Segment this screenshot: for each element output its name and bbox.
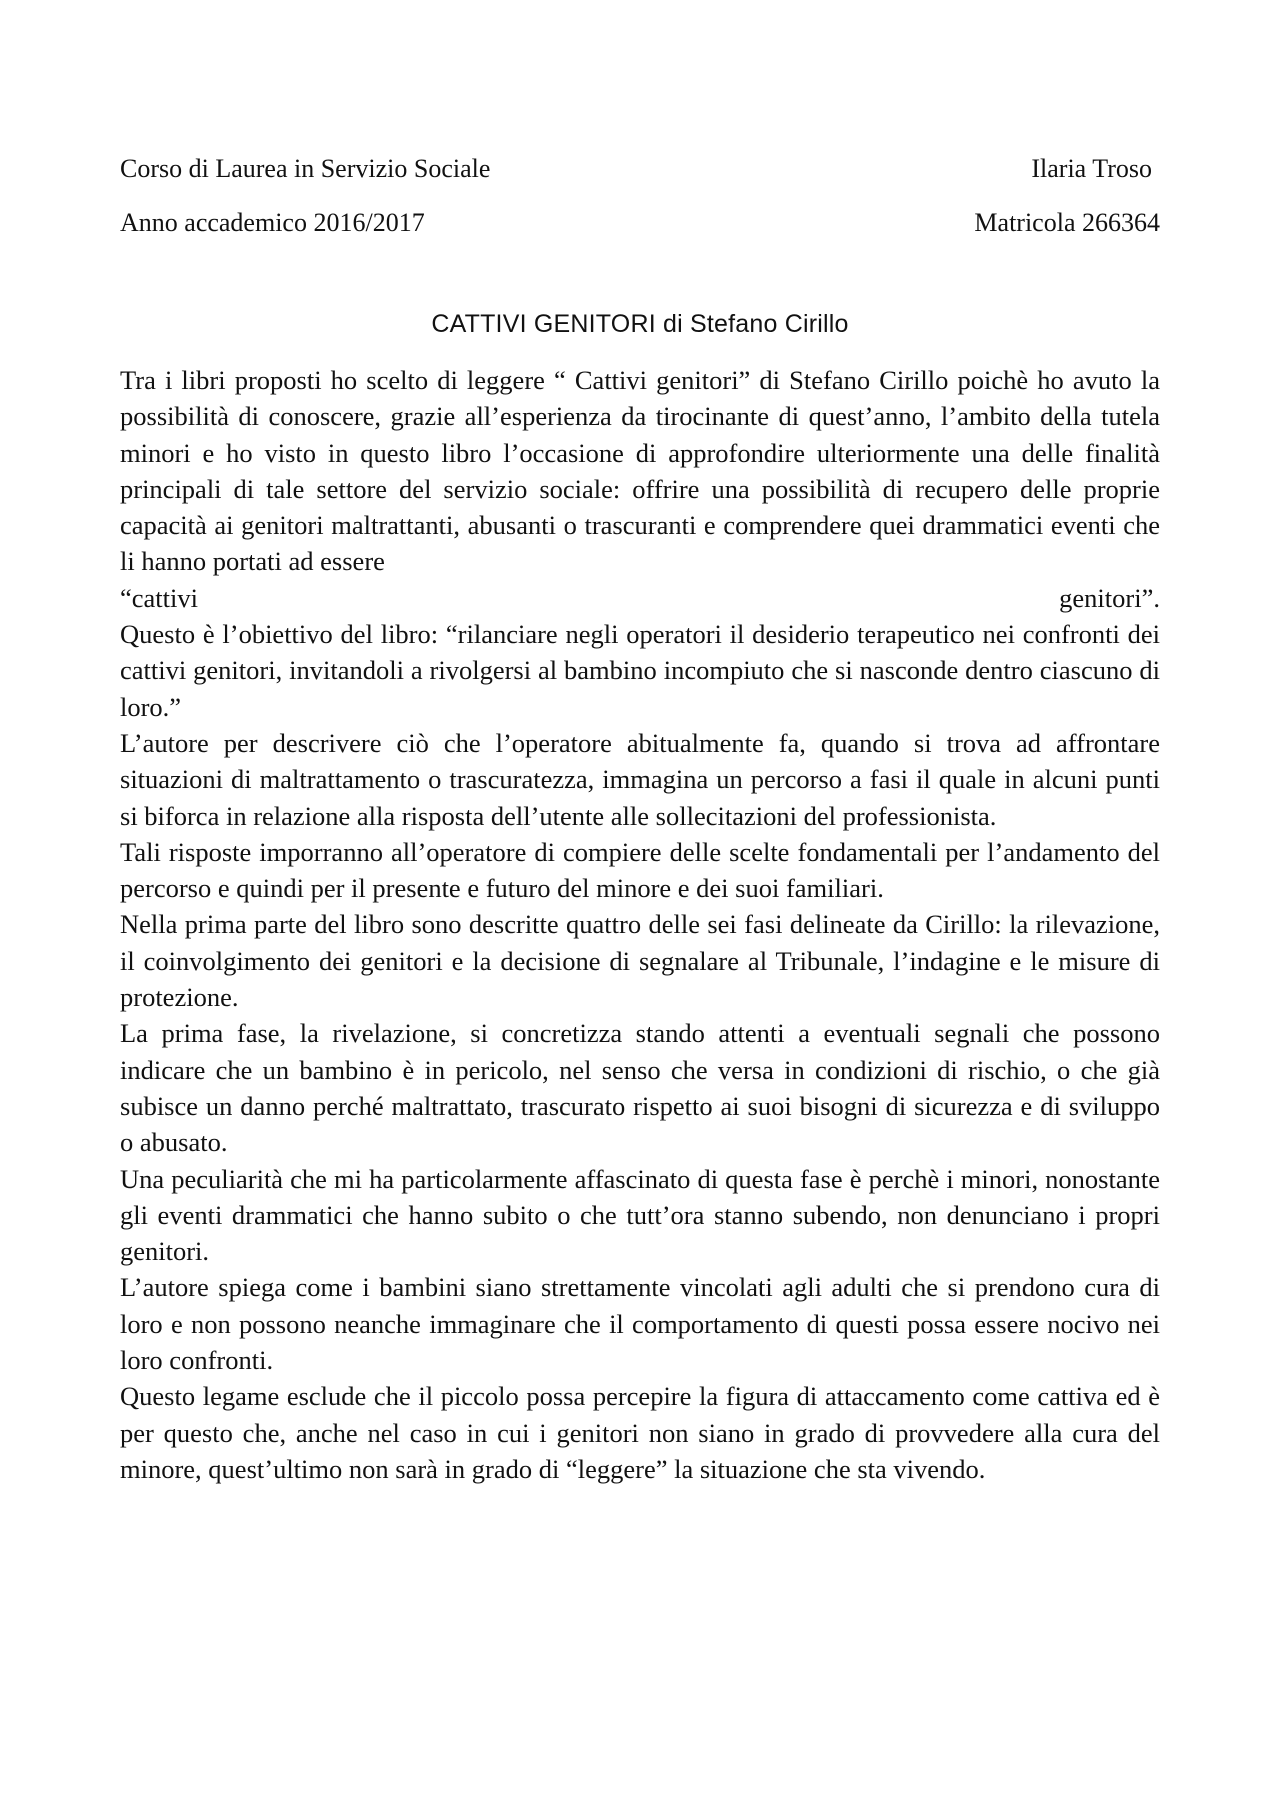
paragraph: Tra i libri proposti ho scelto di leggere “ Cattivi genitori” di Stefano Cirillo poichè ho avuto la possibilità di conoscere, grazie all’esperienza da tirocinante di quest’anno, l’ambito della tutela minori e ho visto in questo libro l’occasione di approfondire ulteriormente una delle finalità principali di tale settore del servizio sociale: offrire una possibilità di recupero delle proprie capacità ai genitori maltrattanti, abusanti o trascuranti e comprendere quei drammatici eventi che li hanno portati ad essere xyxy=(120,365,1160,577)
header-row-year xyxy=(120,207,1160,239)
document-body xyxy=(120,362,1160,1487)
paragraph: Tali risposte imporranno all’operatore di compiere delle scelte fondamentali per l’andamento del percorso e quindi per il presente e futuro del minore e dei suoi familiari. xyxy=(120,836,1160,904)
course-name: Corso di Laurea in Servizio Sociale xyxy=(120,154,491,183)
header-row-course xyxy=(120,153,1160,185)
paragraph: Una peculiarità che mi ha particolarmente affascinato di questa fase è perchè i minori, nonostante gli eventi drammatici che hanno subito o che tutt’ora stanno subendo, non denunciano i propri genitori. xyxy=(120,1163,1160,1267)
paragraph: “cattivi genitori”. xyxy=(120,582,1160,613)
paragraph: L’autore spiega come i bambini siano strettamente vincolati agli adulti che si prendono cura di loro e non possono neanche immaginare che il comportamento di questi possa essere nocivo nei loro confronti. xyxy=(120,1272,1160,1376)
paragraph: La prima fase, la rivelazione, si concretizza stando attenti a eventuali segnali che possono indicare che un bambino è in pericolo, nel senso che versa in condizioni di rischio, o che già subisce un danno perché maltrattato, trascurato rispetto ai suoi bisogni di sicurezza e di sviluppo o abusato. xyxy=(120,1018,1160,1158)
paragraph: Questo legame esclude che il piccolo possa percepire la figura di attaccamento come cattiva ed è per questo che, anche nel caso in cui i genitori non siano in grado di provvedere alla cura del minore, quest’ultimo non sarà in grado di “leggere” la situazione che sta vivendo. xyxy=(120,1381,1160,1484)
student-name: Ilaria Troso xyxy=(1031,154,1152,183)
student-id: Matricola 266364 xyxy=(974,208,1160,237)
document-title: CATTIVI GENITORI di Stefano Cirillo xyxy=(431,310,849,338)
academic-year: Anno accademico 2016/2017 xyxy=(120,208,425,237)
paragraph: Nella prima parte del libro sono descritte quattro delle sei fasi delineate da Cirillo: la rilevazione, il coinvolgimento dei genitori e la decisione di segnalare al Tribunale, l’indagine e le misure di protezione. xyxy=(120,909,1160,1013)
paragraph: Questo è l’obiettivo del libro: “rilanciare negli operatori il desiderio terapeutico nei confronti dei cattivi genitori, invitandoli a rivolgersi al bambino incompiuto che si nasconde dentro ciascuno di loro.” xyxy=(120,619,1160,722)
paragraph: L’autore per descrivere ciò che l’operatore abitualmente fa, quando si trova ad affrontare situazioni di maltrattamento o trascuratezza, immagina un percorso a fasi il quale in alcuni punti si biforca in relazione alla risposta dell’utente alle sollecitazioni del professionista. xyxy=(120,727,1160,831)
